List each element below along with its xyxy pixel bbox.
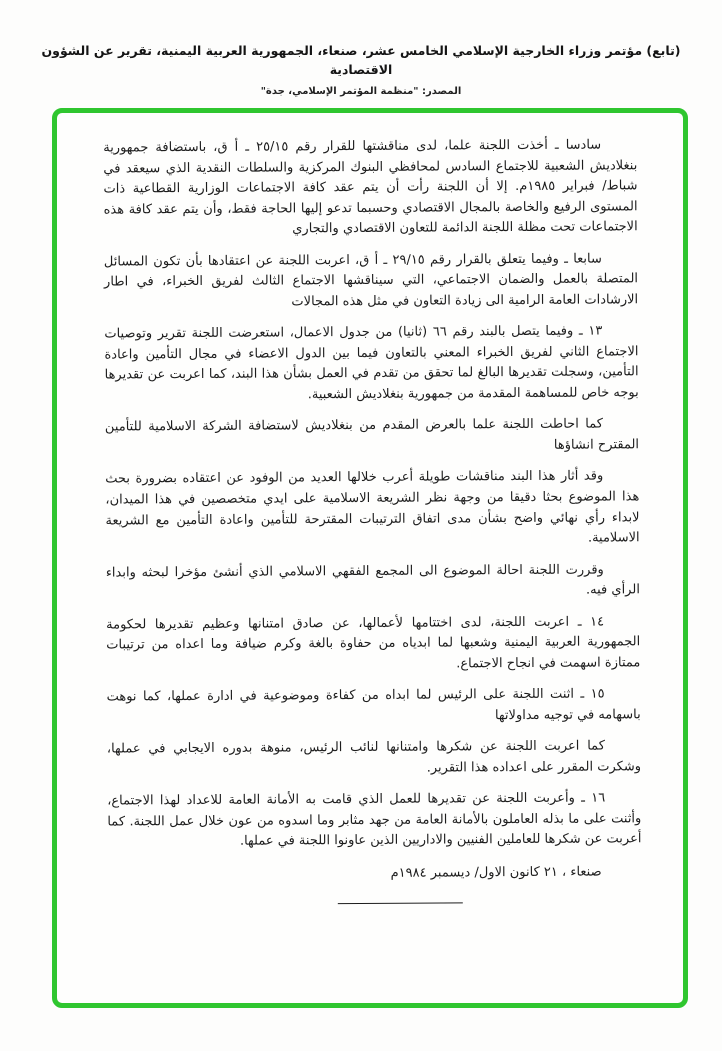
paragraph: وقررت اللجنة احالة الموضوع الى المجمع الفقهي الاسلامي الذي أنشئ مؤخرا لبحثه وابداء الرأي فيه. xyxy=(105,562,640,598)
document-title: (تابع) مؤتمر وزراء الخارجية الإسلامي الخامس عشر، صنعاء، الجمهورية العربية اليمنية، تقرير عن الشؤون الاقتصادية xyxy=(41,43,681,77)
document-body xyxy=(57,113,688,906)
paragraph: ١٣ ـ وفيما يتصل بالبند رقم ٦٦ (ثانيا) من جدول الاعمال، استعرضت اللجنة تقرير وتوصيات الاجتماع الثاني لفريق الخبراء المعني بالتعاون فيما بين الدول الاعضاء في مجال التأمين واعادة التأمين، وسجلت تقديرها البالغ لما تحقق من تقدم في العمل بشأن هذا البند، كما اعربت عن تقديرها بوجه خاص للمساهمة المقدمة من جمهورية بنغلاديش الشعبية. xyxy=(104,323,639,403)
paragraph: سادسا ـ أخذت اللجنة علما، لدى مناقشتها للقرار رقم ٢٥/١٥ ـ أ ق، باستضافة جمهورية بنغلاديش الشعبية للاجتماع السادس لمحافظي البنوك المركزية والسلطات النقدية الذي سيعقد في شباط/ فبراير ١٩٨٥م. إلا أن اللجنة رأت أن يتم عقد كافة الاجتماعات الوزارية القطاعية ذات المستوى الرفيع والخاصة بالمجال الاقتصادي وحسبما تدعو إليها الحاجة فقط، وأن يتم عقد كافة هذه الاجتماعات تحت مظلة اللجنة الدائمة للتعاون الاقتصادي والتجاري xyxy=(103,137,638,237)
end-divider xyxy=(338,902,463,904)
date-line: صنعاء ، ٢١ كانون الاول/ ديسمبر ١٩٨٤م xyxy=(390,864,602,881)
paragraph-list xyxy=(103,135,641,853)
paragraph: وقد أثار هذا البند مناقشات طويلة أعرب خلالها العديد من الوفود عن اعتقاده بضرورة بحث هذا الموضوع بحثا دقيقا من وجهة نظر الشريعة الاسلامية على ايدي متخصصين في هذا الميدان، لابداء رأي نهائي واضح بشأن مدى اتفاق الترتيبات المقترحة للتأمين واعادة التأمين مع الشريعة الاسلامية. xyxy=(105,468,640,546)
paragraph: كما احاطت اللجنة علما بالعرض المقدم من بنغلاديش لاستضافة الشركة الاسلامية للتأمين المقترح انشاؤها xyxy=(104,416,640,453)
paragraph: ١٤ ـ اعربت اللجنة، لدى اختتامها لأعمالها، عن صادق امتنانها وعظيم تقديرها لحكومة الجمهورية العربية اليمنية وشعبها لما ابدياه من حفاوة بالغة وكرم ضيافة وما اعداه من ترتيبات ممتازة اسهمت في انجاح الاجتماع. xyxy=(106,614,641,672)
scanned-document-frame xyxy=(52,108,688,1008)
document-source: المصدر: "منظمة المؤتمر الإسلامي، جدة" xyxy=(260,85,462,97)
paragraph: ١٦ ـ وأعربت اللجنة عن تقديرها للعمل الذي قامت به الأمانة العامة للاعداد لهذا الاجتماع، وأثنت على ما بذله العاملون بالأمانة العامة من جهد مثابر وما اسدوه من عون خلال عمل اللجنة. كما أعربت عن شكرها للعاملين الفنيين والاداريين الذين عاونوا اللجنة في عملها. xyxy=(107,790,642,850)
paragraph: ١٥ ـ اثنت اللجنة على الرئيس لما ابداه من كفاءة وموضوعية في ادارة عملها، كما نوهت باسهامه في توجيه مداولاتها xyxy=(106,686,641,723)
paragraph: كما اعربت اللجنة عن شكرها وامتنانها لنائب الرئيس، منوهة بدوره الايجابي في عملها، وشكرت المقرر على اعداده هذا التقرير. xyxy=(106,738,642,776)
document-header xyxy=(0,0,722,97)
paragraph: سابعا ـ وفيما يتعلق بالقرار رقم ٢٩/١٥ ـ أ ق، اعربت اللجنة عن اعتقادها بأن تكون المسائل المتصلة بالعمل والضمان الاجتماعي، التي سيناقشها الاجتماع الثالث لفريق الخبراء، في اطار الارشادات العامة الرامية الى زيادة التعاون في مثل هذه المجالات xyxy=(103,251,639,310)
